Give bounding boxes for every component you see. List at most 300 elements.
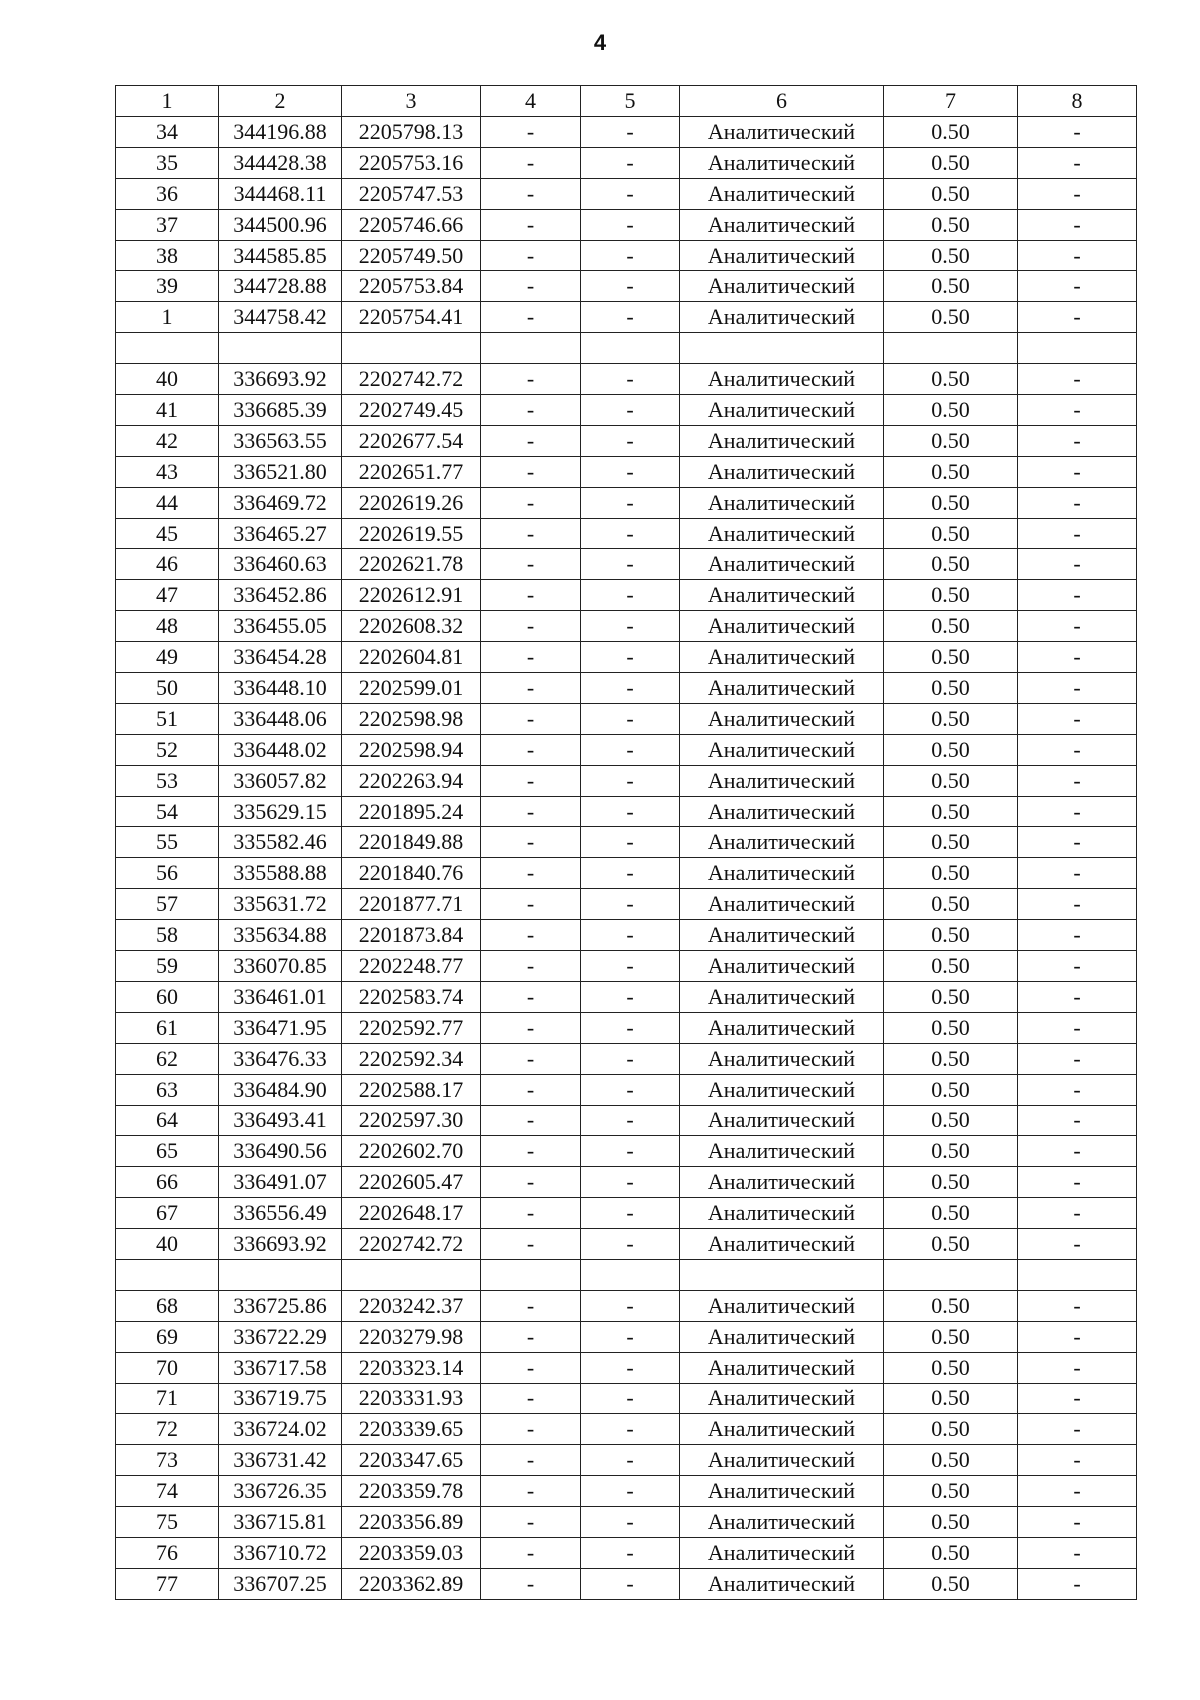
table-cell: 2201849.88 [342, 827, 481, 858]
table-row [116, 1537, 1137, 1568]
table-cell: - [581, 487, 680, 518]
table-cell: 335629.15 [219, 796, 342, 827]
table-row [116, 271, 1137, 302]
table-cell: Аналитический [680, 117, 884, 148]
table-cell: 0.50 [884, 1414, 1018, 1445]
table-cell: 336448.02 [219, 734, 342, 765]
table-cell: Аналитический [680, 178, 884, 209]
table-cell: 2202621.78 [342, 549, 481, 580]
table-header-row [116, 86, 1137, 117]
table-cell: 0.50 [884, 673, 1018, 704]
table-cell: - [481, 1507, 581, 1538]
table-cell: 0.50 [884, 1445, 1018, 1476]
table-cell: Аналитический [680, 1383, 884, 1414]
table-cell [219, 333, 342, 364]
table-row [116, 518, 1137, 549]
table-cell: 0.50 [884, 734, 1018, 765]
table-cell: - [1018, 1476, 1137, 1507]
table-cell: - [1018, 1321, 1137, 1352]
table-cell: Аналитический [680, 1568, 884, 1599]
table-row [116, 1105, 1137, 1136]
table-cell: - [481, 209, 581, 240]
table-cell: - [581, 703, 680, 734]
table-cell: 2201873.84 [342, 920, 481, 951]
table-cell: Аналитический [680, 1012, 884, 1043]
table-cell: 2205749.50 [342, 240, 481, 271]
table-cell: - [581, 1290, 680, 1321]
table-cell: Аналитический [680, 703, 884, 734]
table-cell: 2202263.94 [342, 765, 481, 796]
table-cell: - [581, 1167, 680, 1198]
table-cell: 2202604.81 [342, 642, 481, 673]
table-cell: 344500.96 [219, 209, 342, 240]
table-cell: 0.50 [884, 271, 1018, 302]
table-cell: 335631.72 [219, 889, 342, 920]
table-cell: - [1018, 765, 1137, 796]
table-cell: Аналитический [680, 951, 884, 982]
table-cell: Аналитический [680, 549, 884, 580]
table-cell: - [581, 395, 680, 426]
table-cell: Аналитический [680, 580, 884, 611]
table-cell: 336454.28 [219, 642, 342, 673]
table-cell: 2205753.16 [342, 147, 481, 178]
table-cell: - [1018, 487, 1137, 518]
table-cell: Аналитический [680, 734, 884, 765]
table-cell: 336471.95 [219, 1012, 342, 1043]
table-cell: - [581, 1414, 680, 1445]
table-cell: 0.50 [884, 951, 1018, 982]
table-cell: 0.50 [884, 395, 1018, 426]
table-cell: Аналитический [680, 920, 884, 951]
table-cell: - [581, 858, 680, 889]
table-cell: 0.50 [884, 1012, 1018, 1043]
table-cell: 2203331.93 [342, 1383, 481, 1414]
table-cell: 2202597.30 [342, 1105, 481, 1136]
table-row [116, 858, 1137, 889]
table-cell: - [1018, 1568, 1137, 1599]
table-cell: - [581, 1352, 680, 1383]
table-cell: - [481, 1414, 581, 1445]
table-cell: 344585.85 [219, 240, 342, 271]
table-cell: - [581, 673, 680, 704]
table-cell: 2201895.24 [342, 796, 481, 827]
table-cell: - [1018, 1352, 1137, 1383]
table-cell: Аналитический [680, 889, 884, 920]
table-cell: - [1018, 1074, 1137, 1105]
table-cell: 0.50 [884, 1136, 1018, 1167]
table-cell: - [481, 117, 581, 148]
table-cell: Аналитический [680, 1537, 884, 1568]
table-cell: 2203347.65 [342, 1445, 481, 1476]
table-cell: 2205798.13 [342, 117, 481, 148]
table-cell: - [481, 1167, 581, 1198]
table-cell: 0.50 [884, 487, 1018, 518]
table-cell: - [481, 1445, 581, 1476]
table-cell: 2203362.89 [342, 1568, 481, 1599]
table-cell: 0.50 [884, 1290, 1018, 1321]
table-cell: 336455.05 [219, 611, 342, 642]
table-cell: Аналитический [680, 858, 884, 889]
table-cell: - [1018, 1445, 1137, 1476]
table-cell: 2202598.94 [342, 734, 481, 765]
table-cell: 0.50 [884, 178, 1018, 209]
table-row [116, 889, 1137, 920]
table-row [116, 1198, 1137, 1229]
table-cell: 40 [116, 1229, 219, 1260]
table-row [116, 1352, 1137, 1383]
table-cell: 43 [116, 456, 219, 487]
table-cell: 336070.85 [219, 951, 342, 982]
table-cell: 336725.86 [219, 1290, 342, 1321]
table-cell: - [581, 1229, 680, 1260]
table-cell: - [481, 1321, 581, 1352]
column-header-6: 6 [680, 86, 884, 117]
table-cell: - [581, 1537, 680, 1568]
table-cell: Аналитический [680, 302, 884, 333]
table-cell: 41 [116, 395, 219, 426]
table-cell: 45 [116, 518, 219, 549]
table-row [116, 796, 1137, 827]
table-cell: - [581, 425, 680, 456]
table-cell: 0.50 [884, 1167, 1018, 1198]
table-cell: 335588.88 [219, 858, 342, 889]
table-cell: 336465.27 [219, 518, 342, 549]
table-cell: - [1018, 951, 1137, 982]
table-cell: 344428.38 [219, 147, 342, 178]
table-cell [219, 1259, 342, 1290]
table-cell: Аналитический [680, 487, 884, 518]
table-cell: 0.50 [884, 364, 1018, 395]
table-cell: - [1018, 1507, 1137, 1538]
table-cell: 2202599.01 [342, 673, 481, 704]
table-row [116, 1507, 1137, 1538]
table-cell: Аналитический [680, 1136, 884, 1167]
table-cell: 2205747.53 [342, 178, 481, 209]
table-cell: 59 [116, 951, 219, 982]
table-cell: - [1018, 1012, 1137, 1043]
table-row [116, 302, 1137, 333]
table-cell: - [581, 765, 680, 796]
table-cell [116, 333, 219, 364]
table-cell: 64 [116, 1105, 219, 1136]
table-cell: 0.50 [884, 1074, 1018, 1105]
table-cell: 336448.10 [219, 673, 342, 704]
table-cell: Аналитический [680, 1198, 884, 1229]
table-cell: 0.50 [884, 1507, 1018, 1538]
table-cell: - [581, 1074, 680, 1105]
table-cell: 336726.35 [219, 1476, 342, 1507]
table-cell: - [481, 1074, 581, 1105]
table-cell: - [1018, 1105, 1137, 1136]
table-cell: - [581, 734, 680, 765]
table-cell: 62 [116, 1043, 219, 1074]
table-cell: 71 [116, 1383, 219, 1414]
table-cell: 44 [116, 487, 219, 518]
table-cell: - [481, 734, 581, 765]
table-cell: Аналитический [680, 1414, 884, 1445]
table-cell: 336476.33 [219, 1043, 342, 1074]
table-cell: - [581, 580, 680, 611]
table-cell: - [581, 1476, 680, 1507]
table-row [116, 642, 1137, 673]
table-cell: 38 [116, 240, 219, 271]
table-cell: 2202619.26 [342, 487, 481, 518]
table-cell: 336057.82 [219, 765, 342, 796]
table-cell [1018, 1259, 1137, 1290]
table-row [116, 333, 1137, 364]
table-cell: Аналитический [680, 1167, 884, 1198]
table-row [116, 1383, 1137, 1414]
table-cell: - [1018, 240, 1137, 271]
table-cell: - [581, 1445, 680, 1476]
table-cell [581, 1259, 680, 1290]
table-cell: - [481, 1229, 581, 1260]
table-cell: - [1018, 456, 1137, 487]
column-header-8: 8 [1018, 86, 1137, 117]
table-cell: 54 [116, 796, 219, 827]
table-cell: - [1018, 549, 1137, 580]
table-cell: - [1018, 580, 1137, 611]
column-header-4: 4 [481, 86, 581, 117]
table-cell: 50 [116, 673, 219, 704]
table-cell: - [481, 796, 581, 827]
table-cell: - [1018, 178, 1137, 209]
table-cell: - [581, 1012, 680, 1043]
table-cell: 2202598.98 [342, 703, 481, 734]
table-cell: - [481, 611, 581, 642]
table-cell: - [481, 920, 581, 951]
table-cell: 0.50 [884, 703, 1018, 734]
table-cell: - [1018, 1198, 1137, 1229]
table-cell: 69 [116, 1321, 219, 1352]
table-cell [884, 1259, 1018, 1290]
table-cell: 335582.46 [219, 827, 342, 858]
table-cell: 336710.72 [219, 1537, 342, 1568]
table-cell: 75 [116, 1507, 219, 1538]
table-row [116, 1136, 1137, 1167]
table-cell: 0.50 [884, 549, 1018, 580]
table-cell: - [481, 518, 581, 549]
table-cell: 336490.56 [219, 1136, 342, 1167]
table-cell: 0.50 [884, 456, 1018, 487]
table-row [116, 487, 1137, 518]
table-cell: - [1018, 1383, 1137, 1414]
table-cell: 0.50 [884, 1229, 1018, 1260]
table-cell: - [581, 518, 680, 549]
table-cell: 2203279.98 [342, 1321, 481, 1352]
table-cell: 42 [116, 425, 219, 456]
table-cell: 58 [116, 920, 219, 951]
table-row [116, 364, 1137, 395]
table-row [116, 951, 1137, 982]
table-row [116, 765, 1137, 796]
table-cell: Аналитический [680, 1476, 884, 1507]
table-cell: - [581, 796, 680, 827]
table-cell: Аналитический [680, 364, 884, 395]
table-cell: - [481, 1383, 581, 1414]
table-cell: - [481, 395, 581, 426]
table-cell: 60 [116, 981, 219, 1012]
table-cell: - [1018, 1414, 1137, 1445]
table-cell: 0.50 [884, 981, 1018, 1012]
table-cell: 336715.81 [219, 1507, 342, 1538]
table-cell: - [481, 1290, 581, 1321]
table-cell: 63 [116, 1074, 219, 1105]
table-cell: Аналитический [680, 209, 884, 240]
table-cell: 37 [116, 209, 219, 240]
table-cell: - [581, 889, 680, 920]
table-cell: 2202588.17 [342, 1074, 481, 1105]
table-cell: 336469.72 [219, 487, 342, 518]
table-cell: 336693.92 [219, 1229, 342, 1260]
table-cell: 336563.55 [219, 425, 342, 456]
table-cell: 2202612.91 [342, 580, 481, 611]
table-cell: Аналитический [680, 796, 884, 827]
table-cell: 344196.88 [219, 117, 342, 148]
table-cell: 2203359.03 [342, 1537, 481, 1568]
table-cell: - [1018, 364, 1137, 395]
table-cell: 2202651.77 [342, 456, 481, 487]
table-cell: 336461.01 [219, 981, 342, 1012]
table-cell: Аналитический [680, 395, 884, 426]
table-cell: 0.50 [884, 889, 1018, 920]
table-cell: - [581, 1568, 680, 1599]
table-cell: 2205746.66 [342, 209, 481, 240]
table-cell: - [1018, 642, 1137, 673]
table-cell: - [581, 147, 680, 178]
table-cell: - [481, 827, 581, 858]
table-cell: - [1018, 147, 1137, 178]
table-cell: 344758.42 [219, 302, 342, 333]
table-row [116, 920, 1137, 951]
table-row [116, 1229, 1137, 1260]
table-cell: - [581, 456, 680, 487]
table-cell: Аналитический [680, 1445, 884, 1476]
table-row [116, 1043, 1137, 1074]
table-cell: 48 [116, 611, 219, 642]
table-cell: - [481, 951, 581, 982]
table-cell: - [1018, 703, 1137, 734]
table-cell: - [481, 456, 581, 487]
table-cell: - [481, 1105, 581, 1136]
table-cell: - [581, 1321, 680, 1352]
table-cell: 0.50 [884, 796, 1018, 827]
table-cell: - [1018, 518, 1137, 549]
table-cell: - [481, 302, 581, 333]
table-cell: - [481, 765, 581, 796]
table-cell: 336722.29 [219, 1321, 342, 1352]
table-row [116, 827, 1137, 858]
table-cell: 57 [116, 889, 219, 920]
table-cell: 0.50 [884, 611, 1018, 642]
table-cell: 336484.90 [219, 1074, 342, 1105]
table-cell: Аналитический [680, 827, 884, 858]
table-cell: 0.50 [884, 209, 1018, 240]
table-cell: - [581, 827, 680, 858]
table-cell: 0.50 [884, 1105, 1018, 1136]
table-cell: 336685.39 [219, 395, 342, 426]
table-cell: 2201877.71 [342, 889, 481, 920]
table-cell: - [481, 1352, 581, 1383]
table-cell: 66 [116, 1167, 219, 1198]
table-cell: - [1018, 1229, 1137, 1260]
table-cell [116, 1259, 219, 1290]
table-cell: 0.50 [884, 425, 1018, 456]
table-cell: - [1018, 673, 1137, 704]
table-cell: 76 [116, 1537, 219, 1568]
table-cell: - [481, 1043, 581, 1074]
table-cell: - [1018, 425, 1137, 456]
table-cell: - [1018, 1043, 1137, 1074]
table-cell: 61 [116, 1012, 219, 1043]
table-cell: - [581, 642, 680, 673]
table-cell: 46 [116, 549, 219, 580]
table-cell: - [581, 1383, 680, 1414]
table-row [116, 147, 1137, 178]
column-header-5: 5 [581, 86, 680, 117]
table-cell: 0.50 [884, 858, 1018, 889]
table-cell: - [581, 981, 680, 1012]
table-cell: - [581, 364, 680, 395]
table-cell: - [581, 1507, 680, 1538]
table-cell: - [1018, 1167, 1137, 1198]
table-row [116, 1074, 1137, 1105]
table-cell: 0.50 [884, 920, 1018, 951]
table-cell: 2203323.14 [342, 1352, 481, 1383]
table-row [116, 1321, 1137, 1352]
table-cell [342, 1259, 481, 1290]
table-cell: 51 [116, 703, 219, 734]
table-cell: - [1018, 302, 1137, 333]
table-cell: 52 [116, 734, 219, 765]
table-cell: - [1018, 1537, 1137, 1568]
table-cell: - [481, 240, 581, 271]
table-row [116, 1414, 1137, 1445]
table-cell: 336724.02 [219, 1414, 342, 1445]
table-cell: 2203359.78 [342, 1476, 481, 1507]
table-cell: 336460.63 [219, 549, 342, 580]
table-cell: Аналитический [680, 981, 884, 1012]
table-cell: - [1018, 920, 1137, 951]
table-cell: - [581, 951, 680, 982]
table-cell: 2202592.34 [342, 1043, 481, 1074]
table-cell: Аналитический [680, 147, 884, 178]
table-cell: 336493.41 [219, 1105, 342, 1136]
table-cell: 2205753.84 [342, 271, 481, 302]
table-cell: - [581, 549, 680, 580]
column-header-2: 2 [219, 86, 342, 117]
table-cell: - [581, 240, 680, 271]
table-cell: - [481, 1136, 581, 1167]
table-cell: 70 [116, 1352, 219, 1383]
table-cell: 336556.49 [219, 1198, 342, 1229]
table-cell: - [1018, 889, 1137, 920]
table-cell: - [1018, 796, 1137, 827]
table-cell: 74 [116, 1476, 219, 1507]
table-cell: Аналитический [680, 765, 884, 796]
column-header-1: 1 [116, 86, 219, 117]
table-cell: 336693.92 [219, 364, 342, 395]
table-cell: - [481, 1537, 581, 1568]
table-cell: - [1018, 611, 1137, 642]
table-cell: 67 [116, 1198, 219, 1229]
table-row [116, 1167, 1137, 1198]
table-cell: - [581, 1105, 680, 1136]
table-cell: - [481, 703, 581, 734]
table-cell: - [581, 611, 680, 642]
table-cell: 0.50 [884, 1383, 1018, 1414]
table-cell: Аналитический [680, 271, 884, 302]
